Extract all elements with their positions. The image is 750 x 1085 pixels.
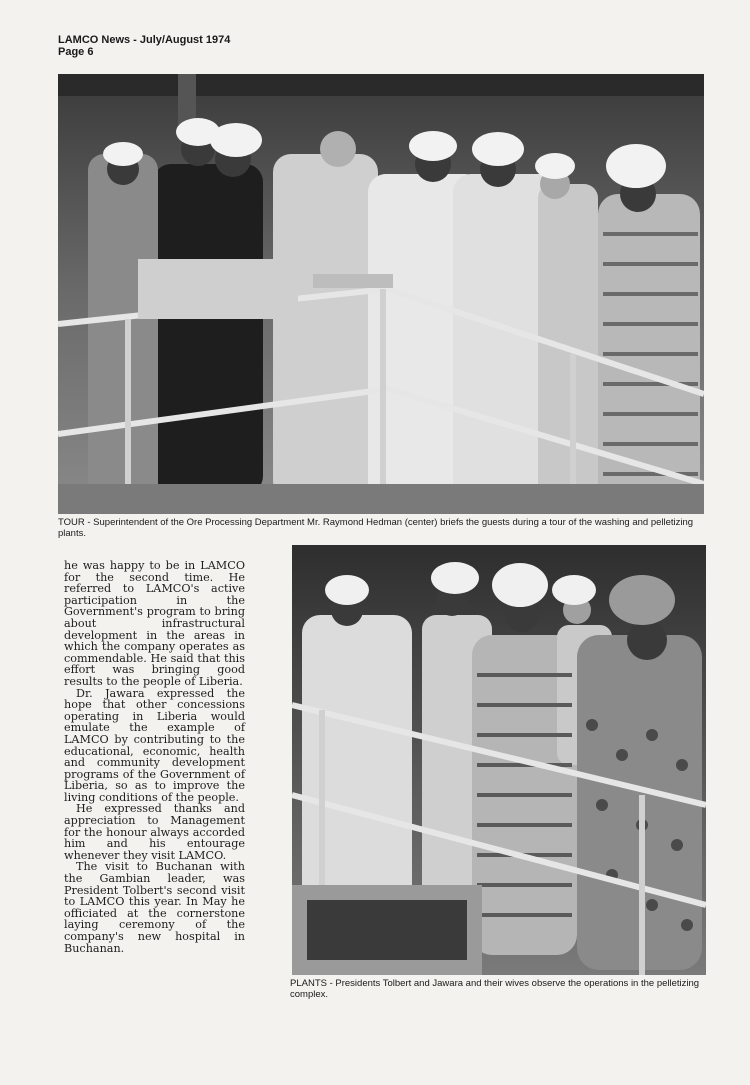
page-header [58, 34, 230, 58]
publication-title: LAMCO News - July/August 1974 [58, 34, 231, 46]
tour-photo-image [58, 74, 704, 514]
tour-photo [58, 74, 704, 514]
article-paragraph: Dr. Jawara expressed the hope that other concessions operating in Liberia would emulate the example of LAMCO by contributing to the educational, economic, health and community development programs of the Government of Liberia, so as to improve the living conditions of the people. [64, 686, 245, 804]
plants-photo-caption: PLANTS - Presidents Tolbert and Jawara and their wives observe the operations in the pelletizing complex. [290, 978, 700, 1000]
tour-photo-caption: TOUR - Superintendent of the Ore Processing Department Mr. Raymond Hedman (center) briefs the guests during a tour of the washing and pelletizing plants. [58, 517, 694, 539]
article-paragraph: He expressed thanks and appreciation to Management for the honour always accorded him and his entourage whenever they visit LAMCO. [64, 802, 245, 862]
article-paragraph: he was happy to be in LAMCO for the second time. He referred to LAMCO's active participation in the Government's program to bring about infrastructural development in the areas in which the company operates as commendable. He said that this effort was bringing good results to the people of Liberia. [64, 559, 245, 688]
plants-photo-image [292, 545, 706, 975]
article-paragraph: The visit to Buchanan with the Gambian leader, was President Tolbert's second visit to LAMCO this year. In May he officiated at the cornerstone laying ceremony of the company's new hospital in Buchanan. [64, 860, 245, 955]
article-column [64, 560, 245, 954]
page-number: Page 6 [58, 46, 94, 58]
plants-photo [292, 545, 706, 975]
